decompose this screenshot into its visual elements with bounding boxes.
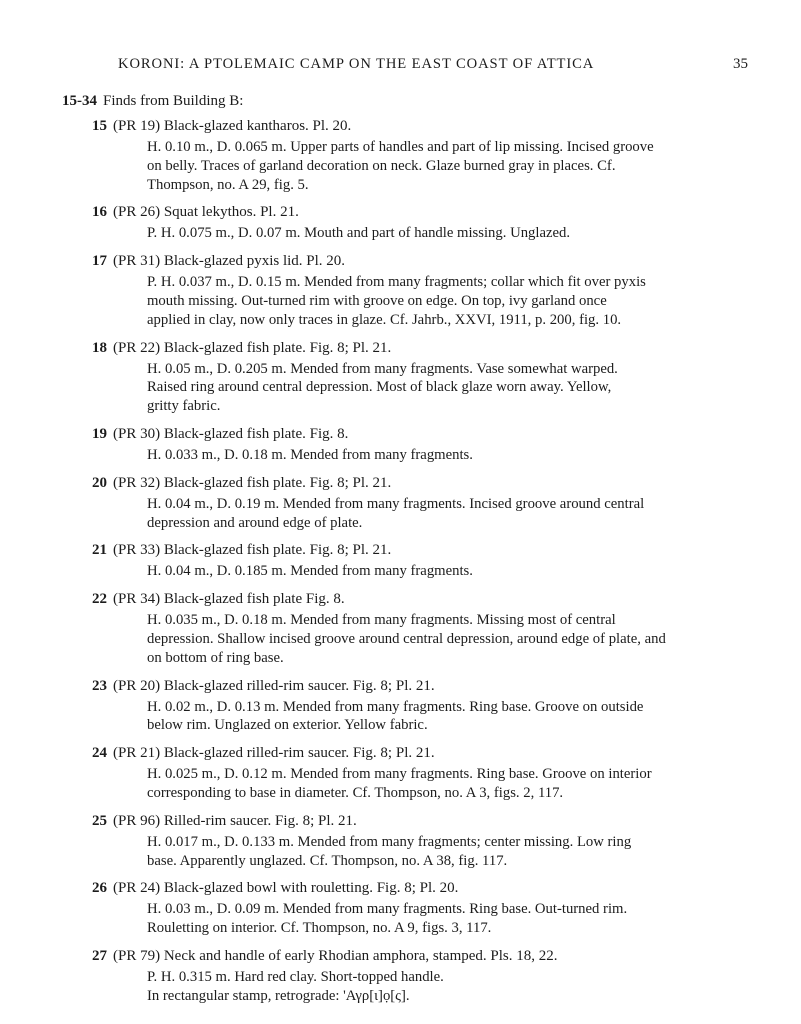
entry-title: (PR 33) Black-glazed fish plate. Fig. 8; Pl. 21. xyxy=(113,542,392,559)
description-line: H. 0.04 m., D. 0.19 m. Mended from many fragments. Incised groove around central xyxy=(147,495,645,512)
entry-heading xyxy=(0,541,801,560)
description-line: H. 0.03 m., D. 0.09 m. Mended from many fragments. Ring base. Out-turned rim. xyxy=(147,901,628,918)
entry-heading xyxy=(0,339,801,358)
catalogue-entry xyxy=(0,425,801,465)
entry-title: (PR 26) Squat lekythos. Pl. 21. xyxy=(113,204,299,221)
entry-title: (PR 24) Black-glazed bowl with rouletting. Fig. 8; Pl. 20. xyxy=(113,880,459,897)
entry-title: (PR 31) Black-glazed pyxis lid. Pl. 20. xyxy=(113,253,346,270)
entry-number: 18 xyxy=(92,339,107,356)
description-line: Raised ring around central depression. Most of black glaze worn away. Yellow, xyxy=(147,379,612,396)
catalogue-entry xyxy=(0,339,801,416)
description-line: applied in clay, now only traces in glaze. Cf. Jahrb., XXVI, 1911, p. 200, fig. 10. xyxy=(147,311,622,328)
entry-number: 27 xyxy=(92,947,107,964)
description-line: H. 0.017 m., D. 0.133 m. Mended from many fragments; center missing. Low ring xyxy=(147,833,632,850)
description-line: P. H. 0.075 m., D. 0.07 m. Mouth and part of handle missing. Unglazed. xyxy=(147,225,571,242)
entry-description xyxy=(0,611,729,667)
entry-heading xyxy=(0,425,801,444)
description-line: gritty fabric. xyxy=(147,398,221,415)
description-line: on belly. Traces of garland decoration on neck. Glaze burned gray in places. Cf. xyxy=(147,157,616,174)
entry-description xyxy=(0,138,729,194)
entry-description xyxy=(0,765,729,803)
catalogue-entries xyxy=(0,117,801,1015)
entry-title: (PR 96) Rilled-rim saucer. Fig. 8; Pl. 21. xyxy=(113,812,357,829)
entry-number: 17 xyxy=(92,253,107,270)
description-line: P. H. 0.315 m. Hard red clay. Short-topped handle. xyxy=(147,968,444,985)
entry-title: (PR 21) Black-glazed rilled-rim saucer. Fig. 8; Pl. 21. xyxy=(113,745,435,762)
entry-description xyxy=(0,562,729,581)
entry-description xyxy=(0,446,729,465)
catalogue-entry xyxy=(0,203,801,243)
section-heading xyxy=(62,93,243,110)
entry-description xyxy=(0,900,729,938)
entry-description xyxy=(0,833,729,871)
catalogue-entry xyxy=(0,252,801,329)
running-head-title: KORONI: A PTOLEMAIC CAMP ON THE EAST COAST OF ATTICA xyxy=(118,56,595,72)
entry-heading xyxy=(0,252,801,271)
description-line: H. 0.10 m., D. 0.065 m. Upper parts of handles and part of lip missing. Incised groove xyxy=(147,139,654,155)
entry-heading xyxy=(0,677,801,696)
entry-description xyxy=(0,698,729,736)
section-range: 15-34 xyxy=(62,93,97,109)
description-line: In rectangular stamp, retrograde: 'Αγρ[ι]ọ[ς]. xyxy=(147,987,410,1004)
description-line: base. Apparently unglazed. Cf. Thompson, no. A 38, fig. 117. xyxy=(147,852,508,869)
entry-heading xyxy=(0,590,801,609)
entry-heading xyxy=(0,203,801,222)
entry-title: (PR 22) Black-glazed fish plate. Fig. 8; Pl. 21. xyxy=(113,339,392,356)
section-title: Finds from Building B: xyxy=(103,93,244,109)
entry-number: 16 xyxy=(92,204,107,221)
entry-title: (PR 19) Black-glazed kantharos. Pl. 20. xyxy=(113,118,352,134)
catalogue-entry xyxy=(0,541,801,581)
description-line: H. 0.035 m., D. 0.18 m. Mended from many fragments. Missing most of central xyxy=(147,612,616,629)
catalogue-entry xyxy=(0,677,801,736)
catalogue-entry xyxy=(0,879,801,938)
entry-heading xyxy=(0,947,801,966)
description-line: on bottom of ring base. xyxy=(147,649,284,666)
description-line: below rim. Unglazed on exterior. Yellow fabric. xyxy=(147,717,428,734)
entry-number: 25 xyxy=(92,812,107,829)
catalogue-entry xyxy=(0,590,801,667)
description-line: Thompson, no. A 29, fig. 5. xyxy=(147,176,309,193)
description-line: H. 0.033 m., D. 0.18 m. Mended from many fragments. xyxy=(147,446,473,463)
entry-number: 23 xyxy=(92,677,107,694)
page-number: 35 xyxy=(733,56,748,72)
entry-description xyxy=(0,273,729,329)
catalogue-entry xyxy=(0,812,801,871)
entry-heading xyxy=(0,474,801,493)
description-line: H. 0.02 m., D. 0.13 m. Mended from many fragments. Ring base. Groove on outside xyxy=(147,698,644,715)
entry-number: 20 xyxy=(92,474,107,491)
entry-title: (PR 20) Black-glazed rilled-rim saucer. Fig. 8; Pl. 21. xyxy=(113,677,435,694)
entry-title: (PR 34) Black-glazed fish plate Fig. 8. xyxy=(113,591,345,608)
catalogue-entry xyxy=(0,474,801,533)
entry-title: (PR 79) Neck and handle of early Rhodian amphora, stamped. Pls. 18, 22. xyxy=(113,947,558,964)
description-line: H. 0.04 m., D. 0.185 m. Mended from many fragments. xyxy=(147,563,473,580)
entry-description xyxy=(0,360,729,416)
entry-title: (PR 32) Black-glazed fish plate. Fig. 8; Pl. 21. xyxy=(113,474,392,491)
entry-description xyxy=(0,968,729,1006)
entry-number: 26 xyxy=(92,880,107,897)
entry-heading xyxy=(0,744,801,763)
catalogue-entry xyxy=(0,744,801,803)
description-line: depression. Shallow incised groove around central depression, around edge of plate, and xyxy=(147,630,666,647)
entry-number: 22 xyxy=(92,591,107,608)
description-line: H. 0.05 m., D. 0.205 m. Mended from many fragments. Vase somewhat warped. xyxy=(147,360,618,377)
description-line: corresponding to base in diameter. Cf. Thompson, no. A 3, figs. 2, 117. xyxy=(147,784,564,801)
description-line: mouth missing. Out-turned rim with groove on edge. On top, ivy garland once xyxy=(147,292,607,309)
entry-heading xyxy=(0,117,801,136)
entry-heading xyxy=(0,879,801,898)
entry-description xyxy=(0,224,729,243)
entry-heading xyxy=(0,812,801,831)
entry-description xyxy=(0,495,729,533)
entry-number: 24 xyxy=(92,745,107,762)
entry-number: 21 xyxy=(92,542,107,559)
description-line: H. 0.025 m., D. 0.12 m. Mended from many fragments. Ring base. Groove on interior xyxy=(147,766,652,783)
entry-number: 19 xyxy=(92,425,107,442)
entry-number: 15 xyxy=(92,118,107,134)
description-line: Rouletting on interior. Cf. Thompson, no. A 9, figs. 3, 117. xyxy=(147,920,492,937)
catalogue-entry xyxy=(0,947,801,1006)
entry-title: (PR 30) Black-glazed fish plate. Fig. 8. xyxy=(113,425,349,442)
description-line: depression and around edge of plate. xyxy=(147,514,363,531)
catalogue-entry xyxy=(0,117,801,194)
description-line: P. H. 0.037 m., D. 0.15 m. Mended from many fragments; collar which fit over pyxis xyxy=(147,274,646,291)
